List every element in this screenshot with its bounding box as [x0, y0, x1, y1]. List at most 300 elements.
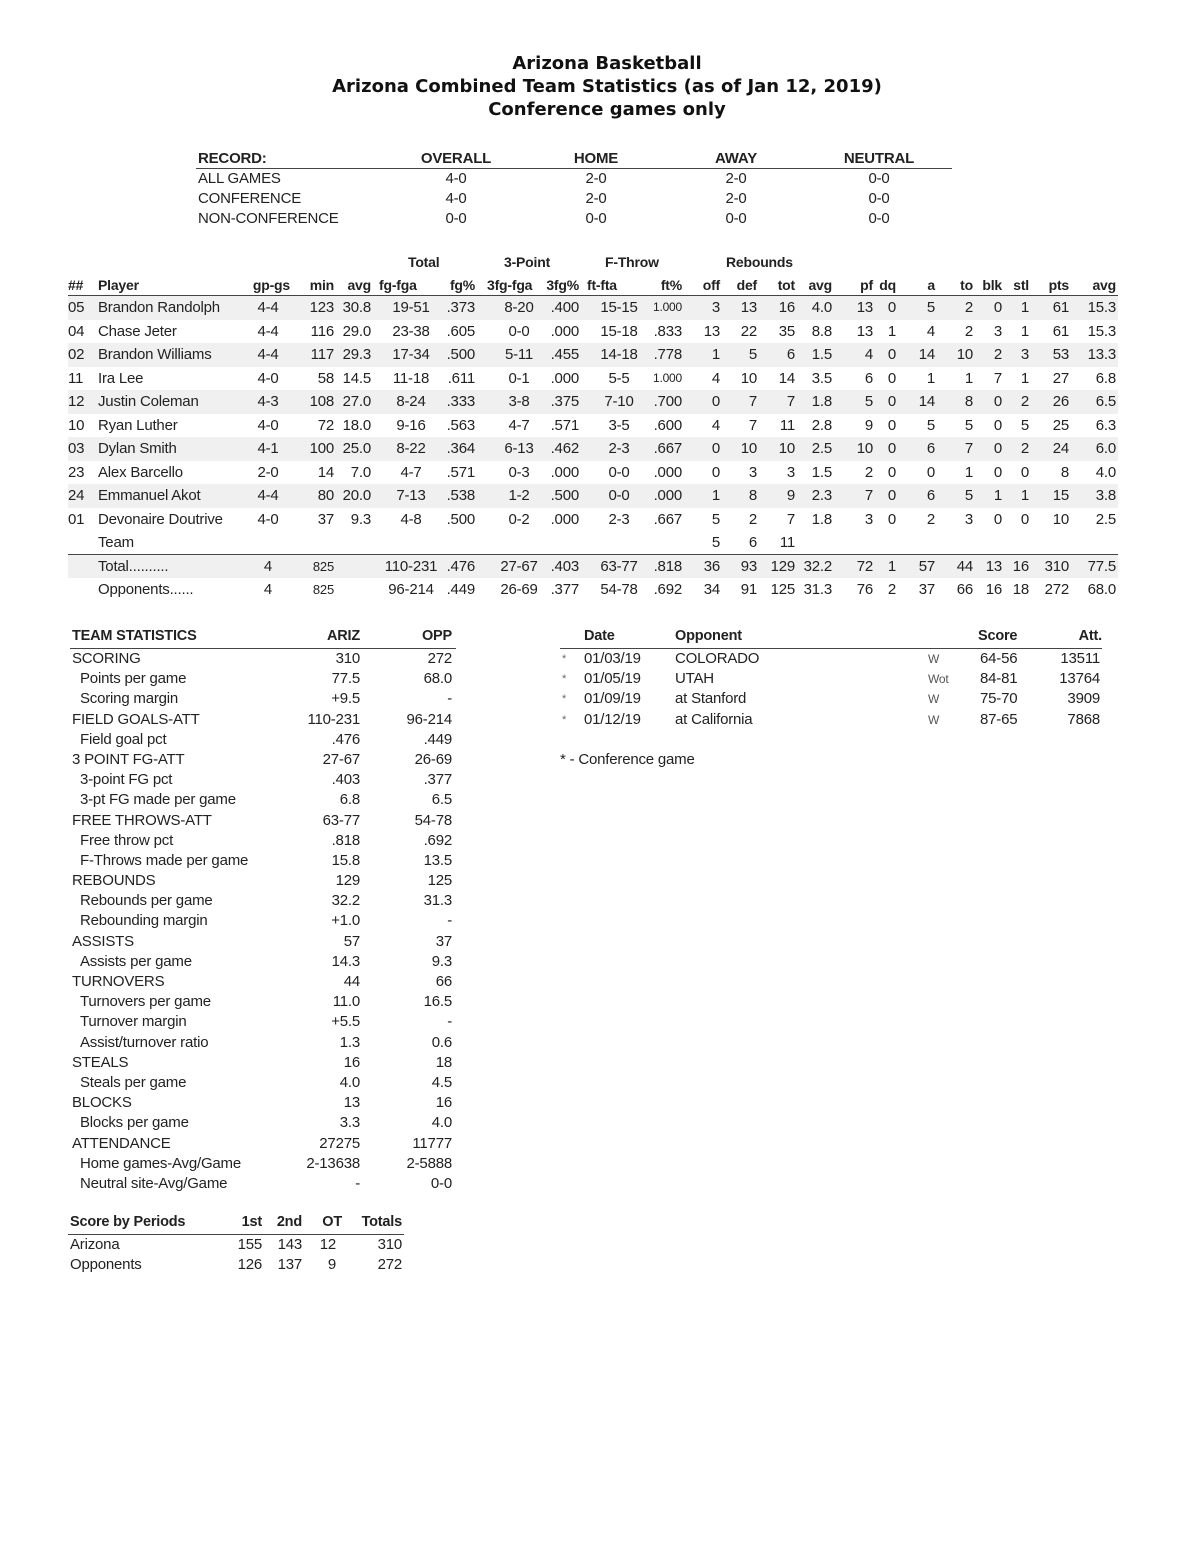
off-rebounds: 5: [711, 510, 720, 528]
opp-value: 26-69: [414, 750, 452, 768]
opp-value: 9.3: [431, 952, 452, 970]
games-played-started: 4-0: [257, 416, 279, 434]
games-played-started: 4-1: [257, 440, 279, 457]
blocks: 0: [993, 463, 1002, 481]
totals-header: Totals: [361, 1214, 402, 1230]
personal-fouls: 13: [856, 322, 873, 340]
record-away: 0-0: [725, 210, 747, 227]
record-col-label: RECORD:: [198, 150, 267, 167]
disqualifications: 0: [887, 440, 896, 457]
ariz-value: .476: [331, 730, 360, 748]
free-throws: 3-5: [608, 416, 630, 434]
ariz-value: -: [355, 1174, 360, 1192]
opp-value: -: [447, 1013, 452, 1031]
conference-marker: *: [562, 653, 567, 665]
stat-label: REBOUNDS: [72, 872, 156, 890]
ft-pct: 1.000: [652, 370, 682, 385]
team-stat-row: [70, 1073, 456, 1093]
three-pt-pct: .000: [550, 463, 579, 481]
player-name: Brandon Williams: [98, 346, 212, 363]
steals: 2: [1020, 393, 1029, 410]
games-played-started: 4-3: [257, 393, 279, 410]
ft-pct-header: ft%: [660, 277, 682, 293]
date-column-header: Date: [584, 628, 615, 644]
assists: 0: [926, 463, 935, 481]
points-avg: 2.5: [1095, 510, 1116, 528]
stat-label: Rebounds per game: [80, 892, 213, 910]
rebounds-avg: 2.8: [811, 416, 832, 434]
record-home: 2-0: [585, 190, 607, 207]
personal-fouls: 2: [864, 463, 873, 481]
player-name: Dylan Smith: [98, 440, 177, 457]
record-row-label: NON-CONFERENCE: [198, 210, 339, 227]
record-table: [196, 149, 952, 229]
player-row: [68, 343, 1118, 367]
first-half-header: 1st: [241, 1214, 262, 1230]
stat-label: Rebounding margin: [80, 912, 208, 930]
report-title: Arizona Basketball: [512, 53, 702, 74]
stat-label: 3-point FG pct: [80, 771, 173, 789]
blocks: 0: [993, 393, 1002, 410]
player-name: Total..........: [98, 557, 169, 575]
personal-fouls: 5: [864, 393, 873, 410]
stat-label: Assist/turnover ratio: [80, 1033, 209, 1051]
steals: 1: [1020, 322, 1029, 340]
three-pointers: 5-11: [504, 346, 534, 363]
game-attendance: 7868: [1067, 710, 1100, 728]
stat-label: ATTENDANCE: [72, 1134, 171, 1152]
free-throws: 2-3: [608, 510, 630, 528]
points-avg: 6.3: [1095, 416, 1116, 434]
opp-value: .692: [423, 831, 452, 849]
assists: 2: [926, 510, 935, 528]
points: 53: [1052, 346, 1069, 363]
off-rebounds: 0: [711, 440, 720, 457]
player-name: Team: [98, 534, 134, 551]
points: 15: [1052, 487, 1069, 504]
steals: 1: [1020, 487, 1029, 504]
opp-value: 0-0: [430, 1174, 452, 1192]
rebounds-avg: 31.3: [803, 581, 832, 598]
game-result: W: [928, 692, 940, 707]
ft-pct: 1.000: [652, 300, 682, 314]
schedule-header-row: [560, 628, 1102, 649]
player-row: [68, 508, 1118, 532]
opp-value: 2-5888: [406, 1154, 452, 1172]
field-goals: 8-22: [396, 440, 426, 457]
three-pointers: 3-8: [508, 393, 530, 410]
minutes: 117: [310, 346, 334, 363]
three-pointers: 0-2: [508, 510, 530, 528]
three-pt-pct: .462: [550, 440, 579, 457]
free-throws: 2-3: [608, 440, 630, 457]
opp-value: 13.5: [423, 851, 452, 869]
ariz-value: 16: [343, 1053, 360, 1071]
points-avg: 13.3: [1087, 346, 1116, 363]
minutes: 72: [317, 416, 334, 434]
game-attendance: 3909: [1067, 690, 1100, 708]
player-name: Alex Barcello: [98, 463, 183, 481]
opp-value: 125: [427, 872, 452, 890]
off-rebounds: 1: [711, 487, 720, 504]
team-stat-row: [70, 811, 456, 831]
opp-value: 4.0: [431, 1114, 452, 1132]
team-name: Arizona: [70, 1236, 120, 1253]
fg-pct: .373: [446, 299, 475, 316]
player-row: [68, 437, 1118, 461]
steals: 1: [1020, 369, 1029, 387]
points-avg: 4.0: [1095, 463, 1116, 481]
game-score: 84-81: [980, 670, 1018, 688]
ariz-value: .403: [331, 771, 360, 789]
three-pt-pct-header: 3fg%: [546, 277, 579, 293]
report-scope: Conference games only: [488, 99, 726, 120]
disqualifications: 1: [887, 322, 896, 340]
opponent-column-header: Opponent: [675, 628, 742, 644]
def-rebounds: 91: [740, 581, 757, 598]
player-name: Brandon Randolph: [98, 299, 220, 316]
three-pointers: 1-2: [508, 487, 530, 504]
turnovers-header: to: [960, 277, 973, 293]
games-played-started: 4: [263, 557, 273, 575]
game-row: [560, 649, 1102, 669]
points: 61: [1052, 322, 1069, 340]
personal-fouls-header: pf: [860, 277, 873, 293]
free-throws-header: ft-fta: [587, 277, 617, 293]
game-date: 01/12/19: [584, 710, 641, 728]
ariz-value: 77.5: [331, 670, 360, 688]
free-throws: 5-5: [608, 369, 630, 387]
player-row: [68, 367, 1118, 391]
assists: 14: [918, 393, 935, 410]
blocks: 16: [985, 581, 1002, 598]
def-rebounds: 6: [748, 534, 757, 551]
second-half-header: 2nd: [276, 1214, 302, 1230]
disqualifications: 1: [887, 557, 896, 575]
team-stats-header-row: [70, 628, 456, 649]
off-rebounds: 4: [711, 369, 720, 387]
jersey-number: 24: [68, 487, 85, 504]
steals-header: stl: [1013, 277, 1029, 293]
minutes-avg: 7.0: [350, 463, 371, 481]
total-rebounds: 7: [786, 393, 795, 410]
game-opponent: at Stanford: [675, 690, 747, 708]
minutes-header: min: [309, 277, 334, 293]
total-row: [68, 555, 1118, 579]
free-throws: 14-18: [600, 346, 638, 363]
opp-value: 272: [427, 650, 452, 667]
def-rebounds: 5: [748, 346, 757, 363]
ariz-value: 2-13638: [306, 1154, 360, 1172]
turnovers: 66: [956, 581, 973, 598]
field-goals: 7-13: [396, 487, 426, 504]
stat-label: TURNOVERS: [72, 973, 165, 990]
blocks: 0: [993, 299, 1002, 316]
stat-label: STEALS: [72, 1053, 129, 1071]
record-row: [196, 209, 952, 229]
three-pointers: 8-20: [504, 299, 534, 316]
opp-value: 18: [435, 1053, 452, 1071]
game-opponent: COLORADO: [675, 650, 760, 667]
game-result: W: [928, 712, 940, 727]
personal-fouls: 9: [864, 416, 873, 434]
periods-row: [68, 1255, 404, 1275]
stat-label: ASSISTS: [72, 932, 134, 950]
rebounds-avg: 1.8: [811, 510, 832, 528]
points: 61: [1052, 299, 1069, 316]
minutes: 108: [309, 393, 334, 410]
points: 26: [1052, 393, 1069, 410]
overtime-score: 12: [319, 1236, 336, 1253]
team-stat-row: [70, 1134, 456, 1154]
three-pointers: 0-3: [508, 463, 530, 481]
stat-label: Turnovers per game: [80, 993, 211, 1011]
team-stat-row: [70, 1033, 456, 1053]
fg-pct-header: fg%: [449, 277, 475, 293]
team-name: Opponents: [70, 1256, 142, 1274]
minutes-avg: 25.0: [342, 440, 371, 457]
record-away: 2-0: [725, 190, 747, 207]
opp-value: .377: [423, 771, 452, 789]
assists: 6: [926, 487, 935, 504]
points: 24: [1052, 440, 1069, 457]
ariz-value: .818: [331, 831, 360, 849]
def-rebounds: 8: [748, 487, 757, 504]
ariz-column-header: ARIZ: [326, 628, 360, 644]
opponents-row: [68, 578, 1118, 602]
team-stat-row: [70, 1012, 456, 1032]
player-row: [68, 414, 1118, 438]
minutes-avg: 14.5: [342, 369, 371, 387]
stat-label: Field goal pct: [80, 730, 167, 748]
assists: 14: [918, 346, 935, 363]
blocks: 1: [993, 487, 1002, 504]
assists-header: a: [927, 277, 935, 293]
record-row-label: ALL GAMES: [198, 170, 281, 187]
team-stat-row: [70, 790, 456, 810]
free-throws: 0-0: [608, 487, 630, 504]
ariz-value: 14.3: [331, 952, 360, 970]
disqualifications: 0: [887, 487, 896, 504]
minutes: 123: [309, 299, 334, 316]
blocks: 7: [993, 369, 1002, 387]
team-stat-row: [70, 669, 456, 689]
points-avg: 6.0: [1095, 440, 1116, 457]
stat-label: Points per game: [80, 670, 187, 688]
def-rebounds: 7: [748, 393, 757, 410]
fg-pct: .449: [446, 581, 475, 598]
team-row: [68, 531, 1118, 555]
opp-value: 16.5: [423, 993, 452, 1011]
ft-pct: .692: [653, 581, 682, 598]
three-pt-pct: .571: [550, 416, 579, 434]
stat-label: Turnover margin: [80, 1013, 187, 1031]
team-stat-row: [70, 730, 456, 750]
three-pt-pct: .500: [550, 487, 579, 504]
team-stat-row: [70, 750, 456, 770]
stat-label: BLOCKS: [72, 1094, 132, 1112]
free-throws: 7-10: [604, 393, 634, 410]
field-goals-header: fg-fga: [379, 277, 417, 293]
att-column-header: Att.: [1078, 628, 1102, 644]
off-rebounds: 4: [711, 416, 720, 434]
points: 10: [1052, 510, 1069, 528]
periods-title: Score by Periods: [70, 1214, 186, 1230]
game-row: [560, 689, 1102, 709]
free-throws: 54-78: [600, 581, 638, 598]
def-rebounds: 22: [740, 322, 757, 340]
disqualifications: 0: [887, 510, 896, 528]
score-by-periods-table: [68, 1214, 404, 1275]
player-name-header: Player: [98, 277, 139, 293]
opp-value: 66: [435, 973, 452, 990]
record-col-home: HOME: [573, 150, 619, 167]
assists: 5: [926, 299, 935, 316]
minutes-avg: 9.3: [350, 510, 371, 528]
jersey-number: 12: [68, 393, 85, 410]
stat-label: Blocks per game: [80, 1114, 189, 1132]
rebounds-avg: 2.5: [811, 440, 832, 457]
points-avg: 68.0: [1087, 581, 1116, 598]
minutes: 80: [317, 487, 334, 504]
fg-pct: .333: [446, 393, 475, 410]
opp-value: 11777: [412, 1134, 452, 1152]
off-rebounds: 13: [703, 322, 720, 340]
off-rebounds: 0: [711, 463, 720, 481]
field-goals: 8-24: [396, 393, 426, 410]
assists: 37: [918, 581, 935, 598]
three-pt-pct: .000: [550, 369, 579, 387]
player-row: [68, 296, 1118, 320]
free-throws: 15-15: [600, 299, 638, 316]
ariz-value: 310: [335, 650, 360, 667]
jersey-number: 05: [68, 299, 85, 316]
opp-value: 16: [435, 1094, 452, 1112]
off-rebounds: 0: [711, 393, 720, 410]
assists: 6: [926, 440, 935, 457]
turnovers: 1: [964, 463, 973, 481]
overtime-score: 9: [327, 1256, 336, 1274]
opp-value: .449: [423, 730, 452, 748]
team-stats-title: TEAM STATISTICS: [72, 628, 197, 644]
three-pt-pct: .000: [550, 510, 579, 528]
minutes-avg: 18.0: [342, 416, 371, 434]
team-stat-row: [70, 649, 456, 669]
opp-value: 31.3: [423, 892, 452, 910]
def-rebounds: 10: [740, 369, 757, 387]
total-score: 272: [377, 1256, 402, 1274]
player-row: [68, 320, 1118, 344]
rebounds-avg: 8.8: [811, 322, 832, 340]
total-rebounds-header: tot: [777, 277, 795, 293]
three-pointers: 6-13: [504, 440, 534, 457]
points: 25: [1052, 416, 1069, 434]
ariz-value: 15.8: [331, 851, 360, 869]
player-name: Justin Coleman: [98, 393, 199, 410]
three-pt-pct: .000: [550, 322, 579, 340]
team-stat-row: [70, 972, 456, 992]
jersey-number: 11: [68, 369, 84, 387]
ariz-value: 63-77: [322, 811, 360, 829]
periods-row: [68, 1235, 404, 1255]
steals: 0: [1020, 510, 1029, 528]
off-rebounds: 1: [711, 346, 720, 363]
ariz-value: 6.8: [339, 791, 360, 809]
player-stats-table: [68, 252, 1118, 602]
games-played-started: 2-0: [257, 463, 279, 481]
turnovers: 10: [956, 346, 973, 363]
group-rebounds: Rebounds: [726, 254, 793, 270]
games-played-started-header: gp-gs: [252, 277, 290, 293]
disqualifications: 0: [887, 416, 896, 434]
player-row: [68, 484, 1118, 508]
blocks: 3: [993, 322, 1002, 340]
off-rebounds-header: off: [702, 277, 720, 293]
rebounds-avg: 32.2: [803, 557, 832, 575]
first-half-score: 155: [237, 1236, 262, 1253]
player-name: Ryan Luther: [98, 416, 178, 434]
team-stat-row: [70, 1154, 456, 1174]
stat-label: Neutral site-Avg/Game: [80, 1174, 228, 1192]
team-stat-row: [70, 992, 456, 1012]
group-total: Total: [408, 254, 440, 270]
total-score: 310: [377, 1236, 402, 1253]
ft-pct: .833: [653, 322, 682, 340]
rebounds-avg: 2.3: [811, 487, 832, 504]
opp-value: 68.0: [423, 670, 452, 688]
steals: 1: [1020, 299, 1029, 316]
record-header-row: [196, 149, 952, 169]
minutes-avg-header: avg: [347, 277, 371, 293]
rebounds-avg: 1.8: [811, 393, 832, 410]
points-avg: 6.8: [1095, 369, 1116, 387]
points-avg: 15.3: [1087, 322, 1116, 340]
field-goals: 110-231: [384, 557, 438, 575]
rebounds-avg: 3.5: [811, 369, 832, 387]
team-stat-row: [70, 952, 456, 972]
off-rebounds: 5: [711, 534, 720, 551]
points-avg-header: avg: [1092, 277, 1116, 293]
record-row: [196, 189, 952, 209]
record-neutral: 0-0: [868, 170, 890, 187]
total-rebounds: 14: [778, 369, 795, 387]
games-played-started: 4-4: [257, 346, 279, 363]
turnovers: 2: [964, 322, 973, 340]
jersey-number-header: ##: [68, 277, 84, 293]
ariz-value: +9.5: [331, 690, 360, 708]
free-throws: 63-77: [600, 557, 638, 575]
ft-pct: .818: [653, 557, 682, 575]
ariz-value: 13: [343, 1094, 360, 1112]
fg-pct: .364: [446, 440, 475, 457]
ariz-value: 1.3: [339, 1033, 360, 1051]
minutes: 58: [317, 369, 334, 387]
ariz-value: 44: [343, 973, 360, 990]
minutes: 116: [310, 322, 334, 340]
rebounds-avg-header: avg: [808, 277, 832, 293]
turnovers: 3: [964, 510, 973, 528]
game-result: Wot: [928, 672, 949, 687]
three-pt-pct: .400: [550, 299, 579, 316]
three-pointers: 26-69: [500, 581, 538, 598]
game-score: 87-65: [980, 710, 1018, 728]
steals: 16: [1012, 557, 1029, 575]
turnovers: 5: [964, 416, 973, 434]
personal-fouls: 13: [856, 299, 873, 316]
stat-label: 3-pt FG made per game: [80, 791, 236, 809]
free-throws: 15-18: [600, 322, 638, 340]
minutes-avg: 20.0: [342, 487, 371, 504]
